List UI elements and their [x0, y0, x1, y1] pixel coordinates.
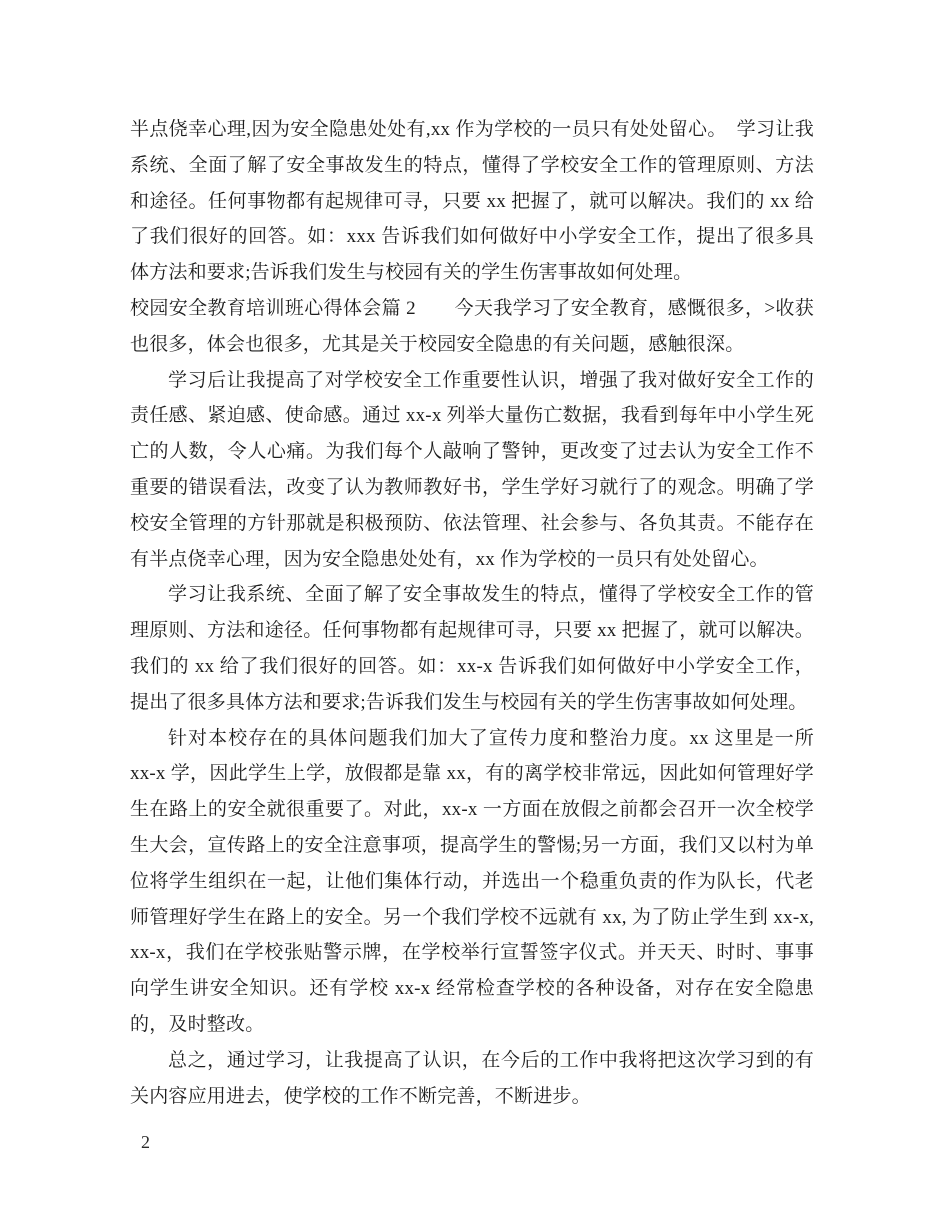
paragraph: 学习让我系统、全面了解了安全事故发生的特点，懂得了学校安全工作的管理原则、方法和途径。任何事物都有起规律可寻，只要 xx 把握了，就可以解决。我们的 xx 给了我们很好的回答。如：xx-x 告诉我们如何做好中小学安全工作，提出了很多具体方法和要求;告诉我们发生与校园有关的学生伤害事故如何处理。	[130, 584, 814, 713]
page-number: 2	[141, 1132, 150, 1152]
paragraph: 针对本校存在的具体问题我们加大了宣传力度和整治力度。xx 这里是一所 xx-x 学，因此学生上学，放假都是靠 xx，有的离学校非常远，因此如何管理好学生在路上的安全就很重要了。对此，xx-x 一方面在放假之前都会召开一次全校学生大会，宣传路上的安全注意事项，提高学生的警惕;另一方面，我们又以村为单位将学生组织在一起，让他们集体行动，并选出一个稳重负责的作为队长，代老师管理好学生在路上的安全。另一个我们学校不远就有 xx, 为了防止学生到 xx-x, xx-x，我们在学校张贴警示牌，在学校举行宣誓签字仪式。并天天、时时、事事向学生讲安全知识。还有学校 xx-x 经常检查学校的各种设备，对存在安全隐患的，及时整改。	[130, 727, 814, 1035]
paragraph: 半点侥幸心理,因为安全隐患处处有,xx 作为学校的一员只有处处留心。 学习让我系统、全面了解了安全事故发生的特点，懂得了学校安全工作的管理原则、方法和途径。任何事物都有起规律可寻，只要 xx 把握了，就可以解决。我们的 xx 给了我们很好的回答。如：xxx 告诉我们如何做好中小学安全工作，提出了很多具体方法和要求;告诉我们发生与校园有关的学生伤害事故如何处理。	[130, 119, 814, 284]
paragraph: 学习后让我提高了对学校安全工作重要性认识，增强了我对做好安全工作的责任感、紧迫感、使命感。通过 xx-x 列举大量伤亡数据，我看到每年中小学生死亡的人数，令人心痛。为我们每个人敲响了警钟，更改变了过去认为安全工作不重要的错误看法，改变了认为教师教好书，学生学好习就行了的观念。明确了学校安全管理的方针那就是积极预防、依法管理、社会参与、各负其责。不能存在有半点侥幸心理，因为安全隐患处处有，xx 作为学校的一员只有处处留心。	[130, 369, 814, 570]
document-text-block	[130, 112, 814, 1114]
paragraph-section-2-heading-line: 校园安全教育培训班心得体会篇 2 今天我学习了安全教育，感慨很多，>收获也很多，体会也很多，尤其是关于校园安全隐患的有关问题，感触很深。	[130, 297, 814, 355]
paragraph: 总之，通过学习，让我提高了认识，在今后的工作中我将把这次学习到的有关内容应用进去，使学校的工作不断完善，不断进步。	[130, 1049, 814, 1107]
